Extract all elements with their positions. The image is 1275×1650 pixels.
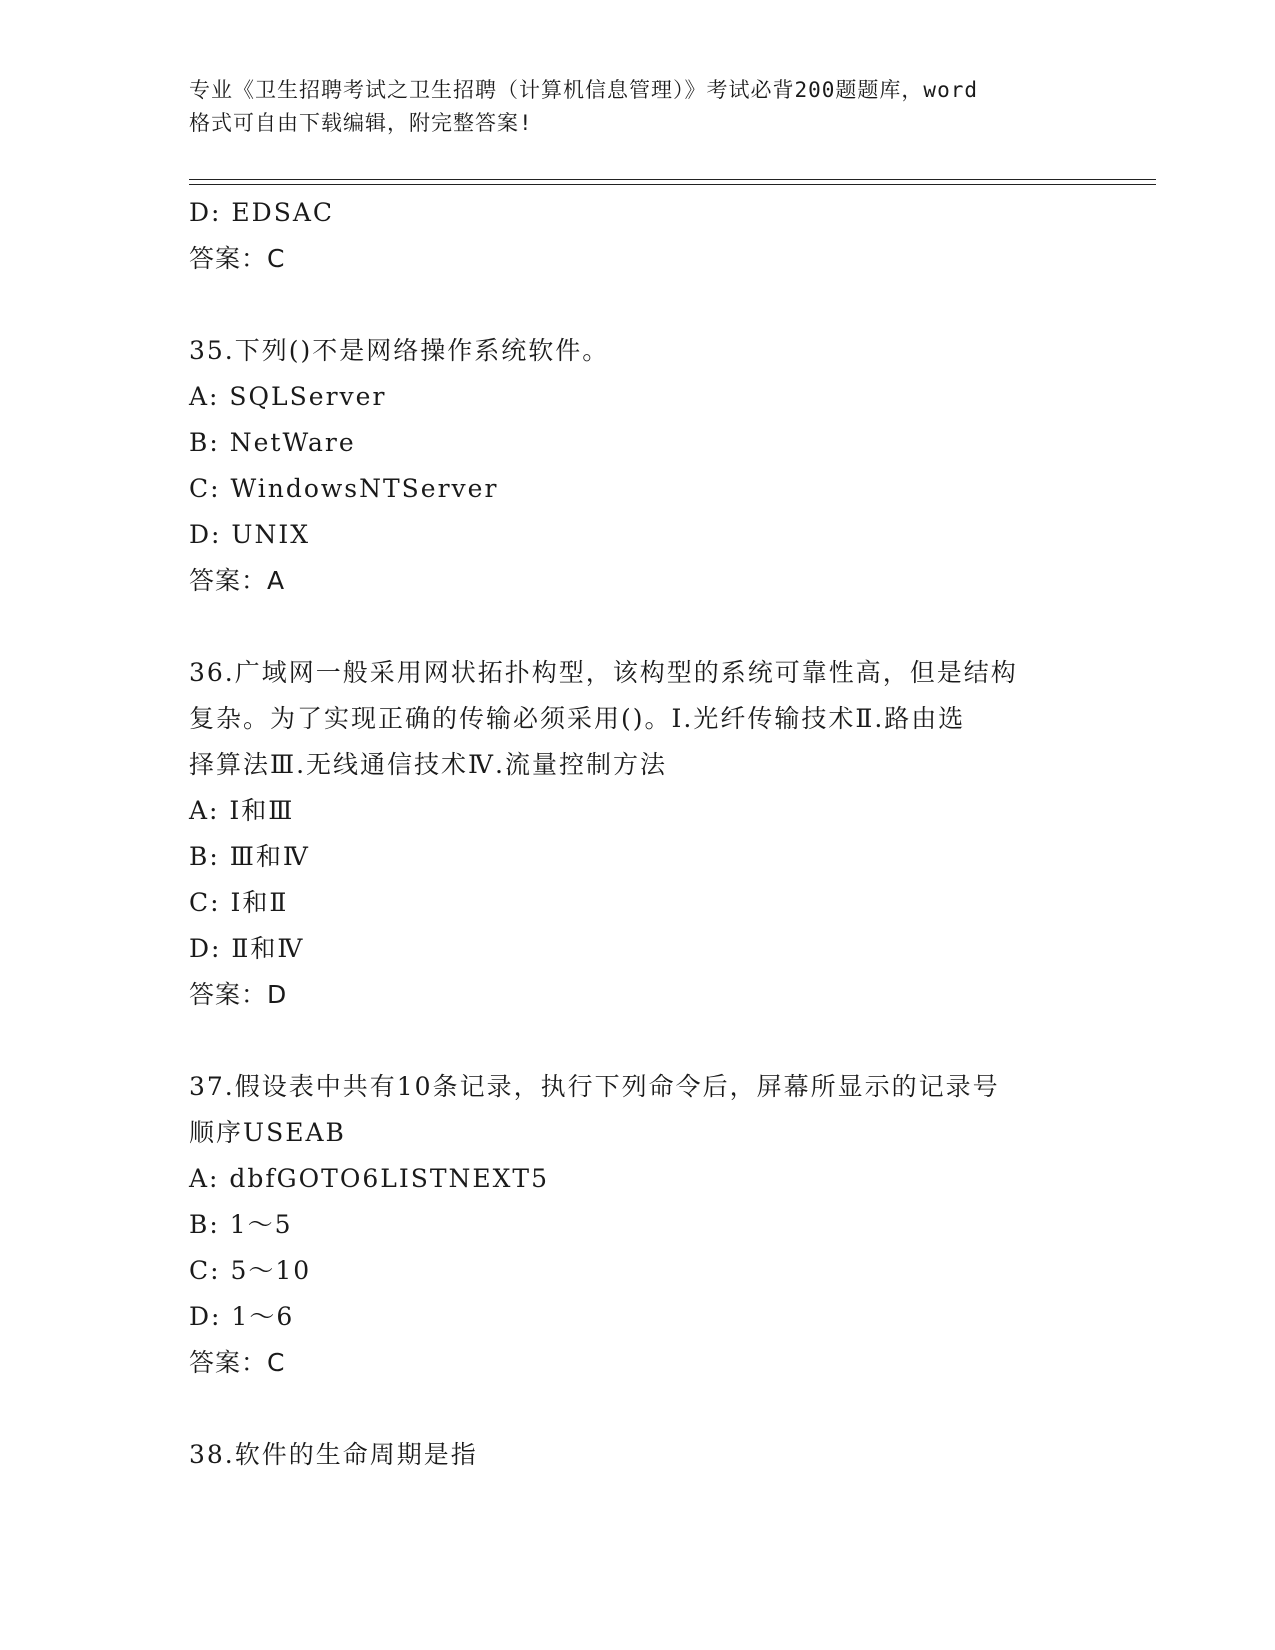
option-c: C: Ⅰ和Ⅱ bbox=[189, 888, 289, 917]
question-text-line-1: 37.假设表中共有10条记录，执行下列命令后，屏幕所显示的记录号 bbox=[189, 1072, 1000, 1101]
answer-line: 答案：D bbox=[189, 980, 288, 1009]
option-c: C: 5～10 bbox=[189, 1256, 312, 1285]
question-text-line-1: 36.广域网一般采用网状拓扑构型，该构型的系统可靠性高，但是结构 bbox=[189, 658, 1018, 687]
answer-line: 答案：C bbox=[189, 244, 286, 273]
question-36 bbox=[189, 650, 1089, 1018]
option-d: D: 1～6 bbox=[189, 1302, 295, 1331]
question-38 bbox=[189, 1432, 1089, 1478]
option-d: D: EDSAC bbox=[189, 198, 335, 227]
question-text-line-2: 顺序USEAB bbox=[189, 1118, 346, 1147]
option-b: B: Ⅲ和Ⅳ bbox=[189, 842, 310, 871]
option-d: D: UNIX bbox=[189, 520, 311, 549]
option-a: A: dbfGOTO6LISTNEXT5 bbox=[189, 1164, 550, 1193]
option-a: A: Ⅰ和Ⅲ bbox=[189, 796, 295, 825]
header-divider-bottom bbox=[189, 184, 1156, 185]
question-text: 38.软件的生命周期是指 bbox=[189, 1440, 478, 1469]
question-text-line-3: 择算法Ⅲ.无线通信技术Ⅳ.流量控制方法 bbox=[189, 750, 667, 779]
option-c: C: WindowsNTServer bbox=[189, 474, 499, 503]
answer-line: 答案：C bbox=[189, 1348, 286, 1377]
header-line-2: 格式可自由下载编辑，附完整答案! bbox=[189, 111, 533, 135]
answer-line: 答案：A bbox=[189, 566, 286, 595]
document-body bbox=[189, 190, 1089, 1478]
question-text: 35.下列()不是网络操作系统软件。 bbox=[189, 336, 610, 365]
option-b: B: 1～5 bbox=[189, 1210, 293, 1239]
question-text-line-2: 复杂。为了实现正确的传输必须采用()。Ⅰ.光纤传输技术Ⅱ.路由选 bbox=[189, 704, 966, 733]
header-divider-top bbox=[189, 179, 1156, 180]
option-b: B: NetWare bbox=[189, 428, 356, 457]
option-d: D: Ⅱ和Ⅳ bbox=[189, 934, 305, 963]
question-37 bbox=[189, 1064, 1089, 1386]
option-a: A: SQLServer bbox=[189, 382, 387, 411]
document-header bbox=[189, 74, 1089, 140]
question-35 bbox=[189, 328, 1089, 604]
header-line-1: 专业《卫生招聘考试之卫生招聘（计算机信息管理）》考试必背200题题库，word bbox=[189, 78, 978, 102]
